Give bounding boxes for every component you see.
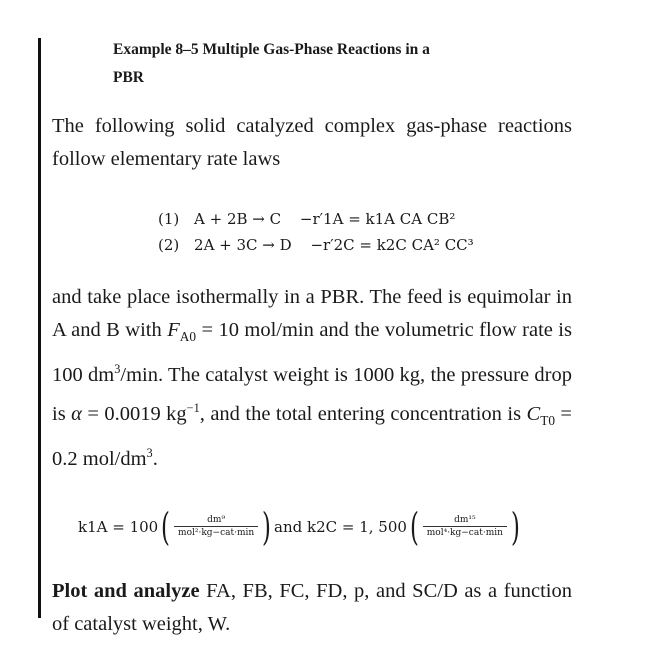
conditions-text-3: /min. The catalyst weight is 1000 kg, the pressure drop is — [52, 363, 572, 425]
task-variables: FA, FB, FC, FD, p, and SC/D — [206, 580, 458, 602]
reaction-1-rate-law: −r′1A = k1A CA CB² — [299, 210, 456, 228]
k1a-units-denominator: mol²·kg−cat·min — [174, 526, 258, 539]
rate-constants — [78, 505, 523, 549]
task-tail: as a function of catalyst weight, W. — [52, 580, 572, 635]
close-paren-1: ) — [262, 505, 272, 549]
heading-line-2: PBR — [113, 69, 144, 86]
task-lead: Plot and analyze — [52, 580, 200, 602]
conditions-text-2: = 10 mol/min and the volumetric flow rate is 100 dm — [52, 319, 572, 386]
reaction-1 — [158, 210, 455, 228]
heading-line-1: Example 8–5 Multiple Gas-Phase Reactions in a — [113, 41, 430, 58]
fa0-symbol: F — [167, 319, 180, 341]
reaction-1-number: (1) — [158, 210, 180, 228]
dm-exponent-2: 3 — [146, 445, 153, 460]
close-paren-2: ) — [510, 505, 520, 549]
conditions-text-5: , and the total entering concentration is — [199, 402, 527, 425]
conditions-text-1: and take place isothermally in a PBR. The feed is equimolar in A and B with — [52, 286, 572, 341]
k1a-units — [174, 515, 258, 539]
open-paren-2: ( — [409, 505, 419, 549]
kg-exponent: −1 — [186, 400, 200, 415]
k2c-units-numerator: dm¹⁵ — [454, 515, 476, 525]
conditions-text-7: . — [152, 447, 158, 470]
k2c-label: and k2C = 1, 500 — [274, 518, 407, 536]
conditions-text-6: = 0.2 mol/dm — [52, 402, 572, 470]
k1a-units-numerator: dm⁹ — [207, 515, 226, 525]
ct0-symbol: C — [526, 402, 541, 425]
example-heading — [113, 36, 533, 92]
fa0-subscript: A0 — [179, 329, 196, 345]
k2c-units — [423, 515, 507, 539]
conditions-text-4: = 0.0019 kg — [81, 402, 187, 425]
left-margin-rule — [38, 38, 41, 618]
reaction-1-equation: A + 2B → C — [194, 210, 282, 228]
reaction-2-number: (2) — [158, 236, 180, 254]
ct0-subscript: T0 — [540, 412, 555, 428]
reaction-2-equation: 2A + 3C → D — [194, 236, 292, 254]
reaction-2-rate-law: −r′2C = k2C CA² CC³ — [310, 236, 474, 254]
task-paragraph — [52, 575, 572, 641]
conditions-paragraph — [52, 281, 572, 476]
k2c-units-denominator: mol⁴·kg−cat·min — [423, 526, 507, 539]
reaction-2 — [158, 236, 474, 254]
dm-exponent-1: 3 — [114, 362, 121, 377]
k1a-label: k1A = 100 — [78, 518, 159, 536]
alpha-symbol: α — [71, 402, 82, 425]
intro-paragraph: The following solid catalyzed complex gas-phase reactions follow elementary rate laws — [52, 115, 572, 170]
open-paren-1: ( — [161, 505, 171, 549]
